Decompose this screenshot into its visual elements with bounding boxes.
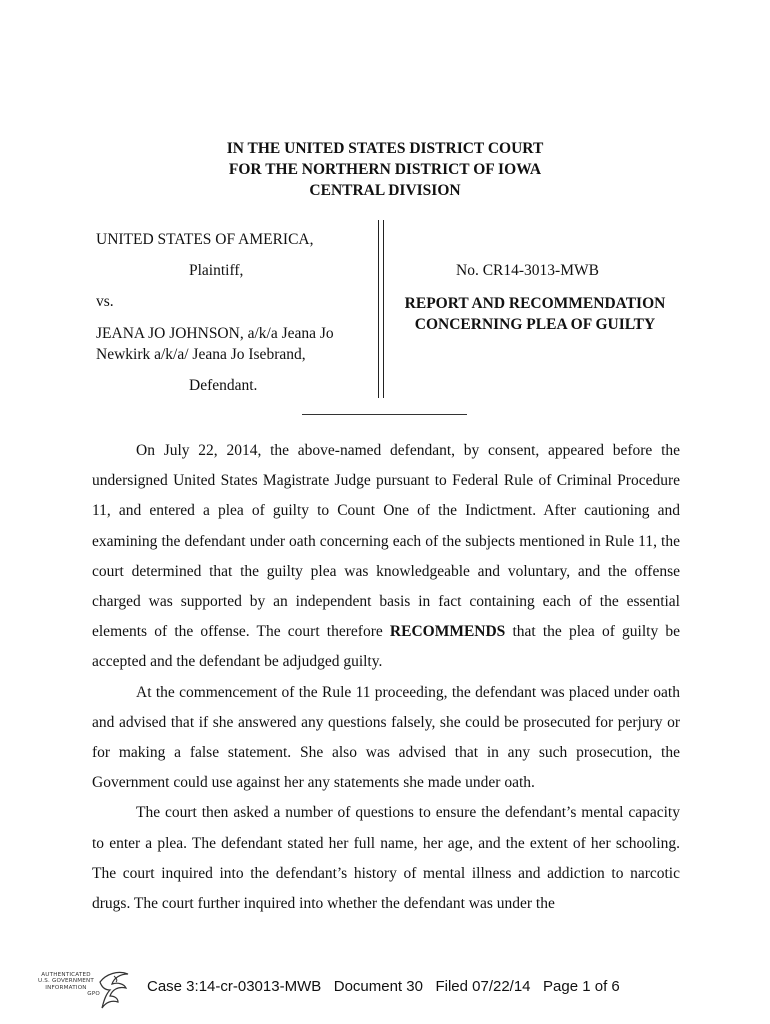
case-number: No. CR14-3013-MWB: [456, 262, 599, 279]
seal-line-3: INFORMATION: [45, 984, 87, 991]
defendant-name: JEANA JO JOHNSON, a/k/a Jeana Jo Newkirk a/k/a/ Jeana Jo Isebrand,: [96, 325, 334, 363]
gpo-authentication-seal: [30, 968, 140, 1012]
document-title-line1: REPORT AND RECOMMENDATION: [404, 295, 666, 312]
paragraph-2: At the commencement of the Rule 11 proceeding, the defendant was placed under oath and advised that if she answered any questions falsely, she could be prosecuted for perjury or for making a false statement. She also was advised that in any such prosecution, the Government could use against her any statements she made under oath.: [92, 683, 680, 792]
caption-divider: [378, 220, 384, 398]
document-body: [92, 436, 680, 919]
court-header: [0, 138, 770, 201]
document-title-line2: CONCERNING PLEA OF GUILTY: [414, 316, 656, 333]
seal-line-2: U.S. GOVERNMENT: [37, 978, 94, 985]
district-name: FOR THE NORTHERN DISTRICT OF IOWA: [228, 161, 542, 178]
versus-label: vs.: [96, 293, 114, 310]
caption-rule: [302, 414, 467, 415]
document-title: [390, 293, 680, 335]
seal-line-4: GPO: [87, 991, 100, 998]
court-name: IN THE UNITED STATES DISTRICT COURT: [226, 140, 544, 157]
recommends-emphasis: RECOMMENDS: [389, 623, 506, 641]
plaintiff-name: UNITED STATES OF AMERICA,: [96, 231, 314, 248]
seal-text: [30, 972, 102, 998]
paragraph-1-text: On July 22, 2014, the above-named defendant, by consent, appeared before the undersigned United States Magistrate Judge pursuant to Federal Rule of Criminal Procedure 11, and entered a plea of guilty to Count One of the Indictment. After cautioning and examining the defendant under oath concerning each of the subjects mentioned in Rule 11, the court determined that the guilty plea was knowledgeable and voluntary, and the offense charged was supported by an independent basis in fact containing each of the essential elements of the offense. The court therefore: [92, 442, 680, 641]
paragraph-1-end: that the plea of guilty be accepted and the defendant be adjudged guilty.: [92, 623, 680, 671]
page-footer: [0, 968, 770, 1018]
paragraph-3: The court then asked a number of questions to ensure the defendant’s mental capacity to enter a plea. The defendant stated her full name, her age, and the extent of her schooling. The court inquired into the defendant’s history of mental illness and addiction to narcotic drugs. The court further inquired into whether the defendant was under the: [92, 804, 680, 913]
case-filing-info: Case 3:14-cr-03013-MWB Document 30 Filed 07/22/14 Page 1 of 6: [147, 978, 620, 995]
paragraph-1: [92, 436, 680, 678]
defendant-role: Defendant.: [189, 377, 258, 394]
division-name: CENTRAL DIVISION: [309, 182, 461, 199]
seal-line-1: AUTHENTICATED: [41, 972, 91, 978]
eagle-icon: [96, 968, 132, 1012]
plaintiff-role: Plaintiff,: [189, 262, 244, 279]
